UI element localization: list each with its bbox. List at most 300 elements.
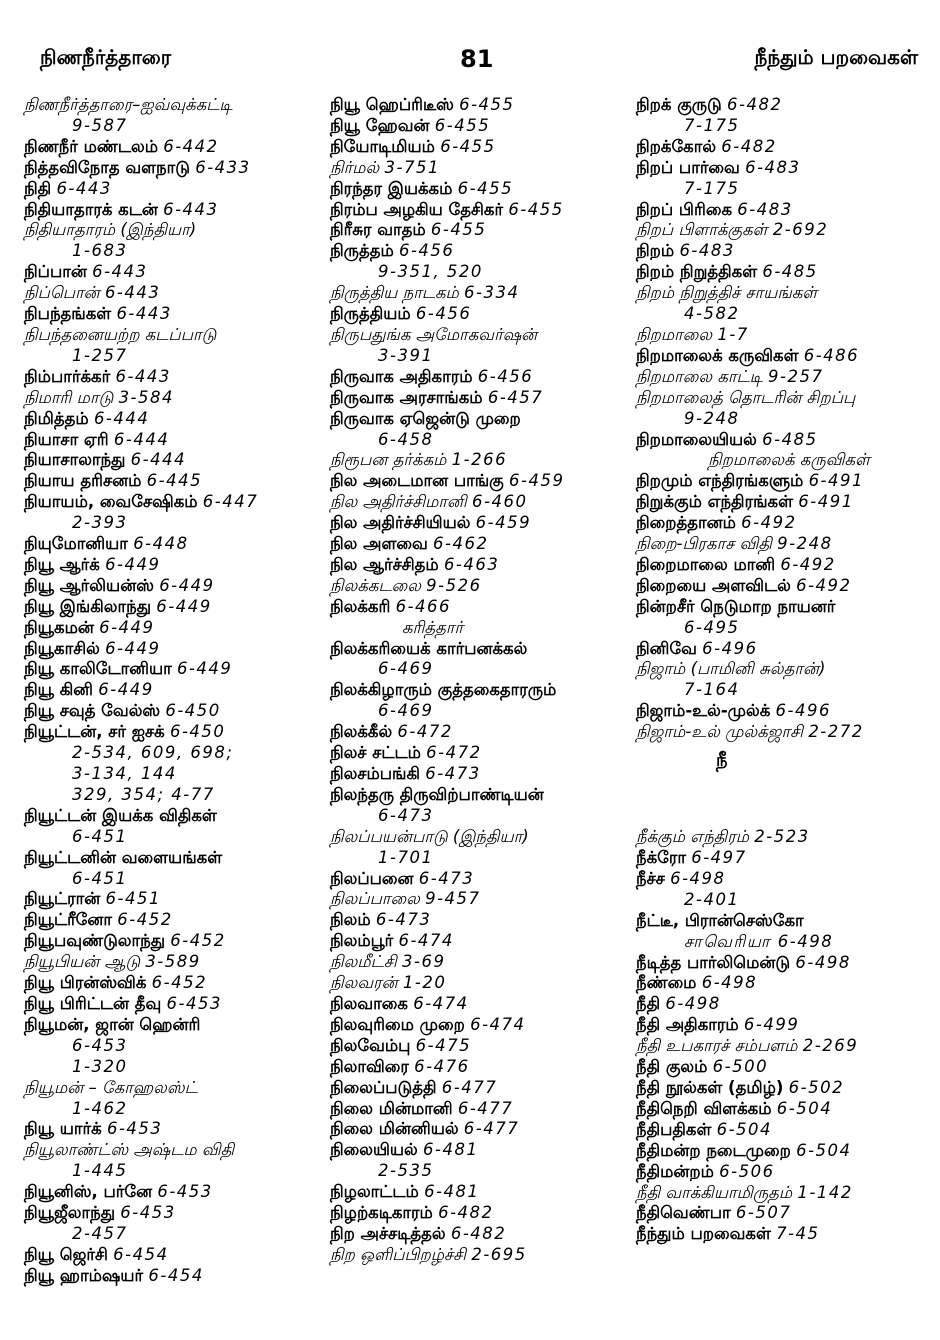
entry-term: நியாய தரிசனம் bbox=[24, 471, 142, 491]
entry-term: நிர்மல் bbox=[330, 157, 380, 177]
index-entry bbox=[330, 576, 630, 597]
entry-term: நிதியாதாரம் (இந்தியா) bbox=[24, 220, 197, 240]
entry-term: நில அடைமான பாங்கு bbox=[330, 471, 504, 491]
index-entry bbox=[636, 701, 936, 722]
index-entry bbox=[24, 555, 324, 576]
index-entry bbox=[330, 220, 630, 241]
entry-term: நிறமாலை காட்டி bbox=[636, 366, 763, 386]
entry-reference: 6-483 bbox=[679, 241, 735, 261]
index-entry bbox=[330, 534, 630, 555]
index-entry bbox=[636, 1183, 936, 1204]
index-entry bbox=[24, 1245, 324, 1266]
entry-reference: 6-499 bbox=[743, 1015, 800, 1035]
entry-term: நிலவாகை bbox=[330, 993, 408, 1013]
section-letter-heading: நீ bbox=[716, 750, 728, 772]
entry-term: நிரீசுர வாதம் bbox=[330, 220, 426, 240]
entry-reference: 6-492 bbox=[780, 554, 836, 574]
entry-reference: 6-459 bbox=[509, 471, 565, 491]
entry-reference: 6-475 bbox=[415, 1035, 472, 1055]
index-entry bbox=[330, 304, 630, 325]
index-entry bbox=[636, 953, 936, 974]
entry-reference: 6-472 bbox=[426, 743, 482, 763]
entry-reference: 3-584 bbox=[118, 387, 175, 407]
entry-reference: 6-456 bbox=[415, 304, 472, 324]
entry-continuation: 1-257 bbox=[72, 345, 128, 365]
index-entry bbox=[24, 931, 324, 952]
index-entry bbox=[330, 325, 630, 367]
index-entry bbox=[636, 95, 936, 137]
entry-reference: 6-476 bbox=[414, 1056, 470, 1076]
entry-term: நிறமாலைத் தொடரின் சிறப்பு bbox=[636, 387, 856, 407]
entry-continuation: 6-451 bbox=[72, 868, 128, 888]
index-entry bbox=[330, 869, 630, 890]
entry-reference: 6-498 bbox=[701, 973, 758, 993]
index-entry bbox=[330, 137, 630, 158]
entry-continuation: 1-445 bbox=[72, 1161, 128, 1181]
entry-term: நிருவாக அரசாங்கம் bbox=[330, 387, 483, 407]
entry-continuation: 6-469 bbox=[378, 701, 434, 721]
entry-term: நியூட்டன் இயக்க விதிகள் bbox=[24, 805, 217, 825]
index-entry bbox=[24, 889, 324, 910]
entry-term: நியூ ஹெப்ரிடீஸ் bbox=[330, 95, 454, 114]
entry-reference: 2-695 bbox=[471, 1244, 527, 1264]
entry-reference: 6-453 bbox=[166, 993, 222, 1013]
entry-reference: 6-482 bbox=[438, 1203, 494, 1223]
entry-term: நியூகமன் bbox=[24, 617, 94, 637]
entry-reference: 6-455 bbox=[508, 199, 564, 219]
entry-term: நின்றசீர் நெடுமாற நாயனர் bbox=[636, 596, 836, 616]
index-entry bbox=[24, 722, 324, 806]
entry-reference: 9-257 bbox=[768, 366, 824, 386]
entry-reference: 6-452 bbox=[151, 973, 208, 993]
entry-term: நிறம் bbox=[636, 241, 675, 261]
entry-term: நிருபதுங்க அமோகவர்ஷன் bbox=[330, 324, 538, 344]
entry-term: நீதிமன்ற நடைமுறை bbox=[636, 1140, 791, 1160]
entry-reference: 6-472 bbox=[397, 722, 453, 742]
index-entry bbox=[330, 513, 630, 534]
index-entry bbox=[330, 409, 630, 451]
entry-reference: 6-447 bbox=[202, 492, 259, 512]
entry-reference: 7-45 bbox=[776, 1224, 820, 1244]
entry-reference: 6-443 bbox=[116, 304, 172, 324]
entry-term: நிறமும் எந்திரங்களும் bbox=[636, 471, 804, 491]
index-entry bbox=[330, 722, 630, 743]
entry-term: நிலசம்பங்கி bbox=[330, 764, 421, 783]
index-entry bbox=[636, 1224, 936, 1245]
entry-term: நியூ யார்க் bbox=[24, 1119, 102, 1139]
index-entry bbox=[636, 1162, 936, 1183]
entry-term: நிறப் பிளாக்குகள் bbox=[636, 220, 768, 240]
entry-reference: 6-498 bbox=[665, 994, 721, 1014]
entry-reference: 6-500 bbox=[712, 1057, 769, 1077]
entry-term: நிலை மின்னியல் bbox=[330, 1119, 459, 1139]
entry-continuation: 2-401 bbox=[684, 889, 740, 909]
entry-term: நிலம் bbox=[330, 910, 371, 930]
index-entry bbox=[636, 262, 936, 283]
index-entry bbox=[24, 910, 324, 931]
entry-continuation: 6-451 bbox=[72, 826, 128, 846]
entry-term: நிரந்தர இயக்கம் bbox=[330, 178, 453, 198]
entry-reference: 2-269 bbox=[802, 1036, 859, 1056]
entry-continuation: 7-175 bbox=[684, 115, 740, 135]
entry-reference: 6-449 bbox=[176, 659, 233, 679]
entry-reference: 2-692 bbox=[772, 220, 829, 240]
entry-term: நீதி குலம் bbox=[636, 1057, 708, 1077]
entry-reference: 6-334 bbox=[464, 283, 520, 303]
entry-reference: 6-474 bbox=[470, 1014, 526, 1034]
index-entry bbox=[24, 701, 324, 722]
entry-term: நிற அச்சடித்தல் bbox=[330, 1223, 446, 1243]
index-entry bbox=[24, 639, 324, 660]
entry-term: நிறைத்தானம் bbox=[636, 513, 736, 533]
index-entry bbox=[24, 220, 324, 262]
index-entry bbox=[330, 1036, 630, 1057]
index-entry bbox=[330, 158, 630, 179]
entry-reference: 6-455 bbox=[430, 220, 487, 240]
entry-term: நிருத்திய நாடகம் bbox=[330, 283, 459, 303]
entry-term: நியூ ஹாம்ஷயர் bbox=[24, 1265, 144, 1285]
entry-reference: 6-444 bbox=[93, 408, 150, 428]
entry-term: நியூ பிரிட்டன் தீவு bbox=[24, 993, 162, 1013]
entry-term: நில அளவை bbox=[330, 534, 428, 554]
index-entry bbox=[24, 450, 324, 471]
entry-reference: 1-266 bbox=[451, 450, 508, 470]
entry-reference: 6-457 bbox=[487, 387, 544, 407]
entry-continuation: 2-457 bbox=[72, 1223, 128, 1243]
index-entry bbox=[330, 450, 630, 471]
index-entry bbox=[24, 367, 324, 388]
entry-term: நிருவாக அதிகாரம் bbox=[330, 366, 473, 386]
entry-reference: 9-457 bbox=[425, 889, 481, 909]
entry-term: நியூ ஹேவன் bbox=[330, 115, 430, 135]
entry-reference: 6-477 bbox=[441, 1077, 498, 1097]
index-entry bbox=[24, 806, 324, 848]
entry-term: நியூபியன் ஆடு bbox=[24, 952, 141, 972]
entry-term: நியூகாசில் bbox=[24, 638, 100, 658]
index-entry bbox=[636, 659, 936, 701]
entry-term: நியூ ஆர்லியன்ஸ் bbox=[24, 575, 154, 595]
index-entry bbox=[330, 1015, 630, 1036]
entry-continuation: 3-134, 144 bbox=[72, 764, 177, 783]
entry-term: நியூ சவுத் வேல்ஸ் bbox=[24, 701, 161, 721]
index-entry bbox=[24, 659, 324, 680]
entry-term: நியூமன், ஜான் ஹென்ரி bbox=[24, 1014, 201, 1034]
index-entry bbox=[636, 911, 936, 953]
index-entry bbox=[330, 597, 630, 639]
entry-term: நிறை-பிரகாச விதி bbox=[636, 534, 772, 554]
index-entry bbox=[24, 409, 324, 430]
entry-term: நிரம்ப அழகிய தேசிகர் bbox=[330, 199, 504, 219]
index-entry bbox=[330, 931, 630, 952]
index-entry bbox=[24, 95, 324, 137]
index-entry bbox=[636, 346, 936, 367]
entry-reference: 1-20 bbox=[402, 973, 447, 993]
index-entry bbox=[330, 1140, 630, 1182]
index-entry bbox=[24, 534, 324, 555]
index-entry bbox=[330, 367, 630, 388]
entry-term: நிறமாலைக் கருவிகள் bbox=[636, 345, 799, 365]
index-entry bbox=[636, 241, 936, 262]
entry-continuation: 6-495 bbox=[684, 617, 740, 637]
entry-continuation: 1-683 bbox=[72, 241, 128, 261]
entry-term: நியுமோனியா bbox=[24, 534, 128, 554]
entry-term: நிறமாலையியல் bbox=[636, 429, 757, 449]
index-entry bbox=[330, 910, 630, 931]
entry-term: நிலப்பயன்பாடு (இந்தியா) bbox=[330, 826, 529, 846]
entry-reference: 9-248 bbox=[777, 534, 833, 554]
entry-term: நீக்கும் எந்திரம் bbox=[636, 827, 749, 847]
index-entry bbox=[330, 785, 630, 827]
entry-reference: 6-444 bbox=[130, 450, 187, 470]
entry-reference: 6-481 bbox=[424, 1182, 480, 1202]
index-entry bbox=[330, 1057, 630, 1078]
entry-term: நீண்மை bbox=[636, 973, 697, 993]
index-entry bbox=[636, 1036, 936, 1057]
entry-reference: 6-481 bbox=[423, 1140, 479, 1160]
index-entry bbox=[636, 492, 936, 513]
entry-continuation: 9-587 bbox=[72, 115, 128, 135]
entry-reference: 6-433 bbox=[195, 157, 251, 177]
index-entry bbox=[330, 1078, 630, 1099]
index-entry bbox=[636, 367, 936, 388]
entry-reference: 6-477 bbox=[457, 1098, 514, 1118]
index-column-3 bbox=[636, 95, 936, 1245]
entry-term: நிருவாக ஏஜென்டு முறை bbox=[330, 408, 521, 428]
entry-continuation: 2-535 bbox=[378, 1161, 434, 1181]
entry-term: நிஜாம் (பாமினி சுல்தான்) bbox=[636, 659, 826, 679]
entry-reference: 6-452 bbox=[170, 931, 226, 951]
entry-reference: 6-473 bbox=[425, 764, 481, 783]
entry-reference: 6-498 bbox=[795, 952, 851, 972]
entry-reference: 6-444 bbox=[113, 429, 170, 449]
index-entry bbox=[636, 1057, 936, 1078]
entry-term: நிபந்தங்கள் bbox=[24, 304, 112, 324]
entry-term: நித்தவிநோத வளநாடு bbox=[24, 157, 190, 177]
entry-term: நிறையை அளவிடல் bbox=[636, 575, 791, 595]
entry-term: நிலக்கரியைக் கார்பனக்கல் bbox=[330, 638, 528, 658]
entry-continuation: 2-534, 609, 698; bbox=[72, 743, 234, 763]
entry-term: நீந்தும் பறவைகள் bbox=[636, 1224, 771, 1244]
index-entry bbox=[636, 430, 936, 472]
index-entry bbox=[24, 471, 324, 492]
entry-term: நிலாவிரை bbox=[330, 1056, 409, 1076]
index-entry bbox=[24, 262, 324, 283]
entry-term: நிருத்தியம் bbox=[330, 304, 411, 324]
entry-term: நிலவேம்பு bbox=[330, 1035, 411, 1055]
index-entry bbox=[636, 200, 936, 221]
entry-term: நியோடிமியம் bbox=[330, 136, 435, 156]
entry-term: நில அதிர்ச்சிமானி bbox=[330, 492, 467, 512]
entry-term: நிணநீர் மண்டலம் bbox=[24, 136, 158, 156]
entry-term: நிதி bbox=[24, 178, 52, 198]
entry-reference: 2-272 bbox=[808, 722, 864, 742]
index-entry bbox=[24, 283, 324, 304]
index-entry bbox=[330, 116, 630, 137]
entry-reference: 6-443 bbox=[56, 178, 112, 198]
index-entry bbox=[24, 1182, 324, 1203]
index-entry bbox=[24, 680, 324, 701]
index-entry bbox=[24, 325, 324, 367]
entry-term: நிலைப்படுத்தி bbox=[330, 1077, 437, 1097]
index-entry bbox=[24, 1140, 324, 1182]
entry-term: நியூட்ரீனோ bbox=[24, 910, 113, 930]
entry-term: நிறப் பிரிகை bbox=[636, 199, 733, 219]
index-entry bbox=[636, 158, 936, 200]
entry-term: நிமித்தம் bbox=[24, 408, 89, 428]
entry-term: நியூலாண்ட்ஸ் அஷ்டம விதி bbox=[24, 1140, 235, 1160]
entry-reference: 6-483 bbox=[737, 199, 793, 219]
index-entry bbox=[636, 1099, 936, 1120]
entry-term: நிலவரன் bbox=[330, 973, 398, 993]
entry-term: நிபந்தனையற்ற கடப்பாடு bbox=[24, 324, 217, 344]
index-entry bbox=[24, 618, 324, 639]
entry-term: நிலம்பூர் bbox=[330, 931, 394, 951]
running-header-right: நீந்தும் பறவைகள் bbox=[754, 45, 918, 69]
index-entry bbox=[330, 973, 630, 994]
index-entry bbox=[24, 1078, 324, 1120]
index-entry bbox=[24, 1119, 324, 1140]
index-entry bbox=[24, 137, 324, 158]
index-entry bbox=[24, 430, 324, 451]
entry-reference: 6-443 bbox=[163, 199, 219, 219]
entry-term: நியூபவுண்டுலாந்து bbox=[24, 931, 166, 951]
entry-reference: 6-454 bbox=[113, 1244, 169, 1264]
entry-term: நினிவே bbox=[636, 638, 697, 658]
index-entry bbox=[636, 137, 936, 158]
index-entry bbox=[636, 869, 936, 911]
entry-term: நிறுக்கும் எந்திரங்கள் bbox=[636, 492, 793, 512]
entry-reference: 6-456 bbox=[398, 241, 455, 261]
entry-term: நிறப் பார்வை bbox=[636, 157, 740, 177]
index-entry bbox=[330, 1182, 630, 1203]
entry-reference: 6-486 bbox=[803, 345, 860, 365]
entry-term: நீடித்த பார்லிமென்டு bbox=[636, 952, 791, 972]
entry-reference: 6-442 bbox=[163, 136, 219, 156]
index-entry bbox=[636, 994, 936, 1015]
index-entry bbox=[636, 283, 936, 325]
index-entry bbox=[24, 179, 324, 200]
entry-term: நிலமீட்சி bbox=[330, 952, 397, 972]
index-entry bbox=[330, 994, 630, 1015]
index-entry bbox=[24, 597, 324, 618]
entry-term: நிறக்கோல் bbox=[636, 136, 717, 156]
entry-term: நிழலாட்டம் bbox=[330, 1182, 419, 1202]
entry-term: நிலக்கடலை bbox=[330, 575, 421, 595]
index-entry bbox=[330, 639, 630, 681]
entry-reference: 6-449 bbox=[98, 680, 154, 700]
entry-term: நிறக் குருடு bbox=[636, 95, 722, 114]
entry-reference: 6-449 bbox=[99, 617, 155, 637]
entry-term: நீதி அதிகாரம் bbox=[636, 1015, 739, 1035]
index-entry bbox=[330, 471, 630, 492]
entry-term: நியூனிஸ், பர்னே bbox=[24, 1182, 153, 1202]
entry-term: நீச்ச bbox=[636, 868, 665, 888]
entry-reference: 6-445 bbox=[146, 471, 203, 491]
entry-reference: 6-507 bbox=[735, 1203, 792, 1223]
entry-reference: 6-453 bbox=[106, 1119, 163, 1139]
entry-term: நீதிபதிகள் bbox=[636, 1119, 712, 1139]
entry-term: நில ஆர்ச்சிதம் bbox=[330, 554, 439, 574]
entry-term: நிலப்பனை bbox=[330, 868, 414, 888]
entry-term: நிதியாதாரக் கடன் bbox=[24, 199, 158, 219]
entry-term: நிப்பொன் bbox=[24, 283, 100, 303]
entry-term: நியூ பிரன்ஸ்விக் bbox=[24, 973, 147, 993]
index-entry bbox=[330, 492, 630, 513]
entry-reference: 6-496 bbox=[775, 701, 831, 721]
entry-reference: 6-455 bbox=[440, 136, 496, 156]
index-entry bbox=[636, 1015, 936, 1036]
entry-term: நிலந்தரு திருவிற்பாண்டியன் bbox=[330, 784, 544, 804]
entry-continuation: 1-701 bbox=[378, 847, 434, 867]
entry-term: நில அதிர்ச்சியியல் bbox=[330, 513, 471, 533]
entry-term: நிலையியல் bbox=[330, 1140, 418, 1160]
entry-term: நிப்பான் bbox=[24, 262, 87, 282]
index-entry bbox=[636, 576, 936, 597]
index-entry bbox=[330, 1245, 630, 1266]
entry-continuation: 3-391 bbox=[378, 345, 434, 365]
entry-reference: 6-485 bbox=[762, 262, 818, 282]
entry-continuation: 329, 354; 4-77 bbox=[72, 784, 215, 804]
index-entry bbox=[636, 534, 936, 555]
index-entry bbox=[330, 743, 630, 764]
entry-reference: 6-506 bbox=[719, 1161, 775, 1181]
entry-reference: 6-483 bbox=[745, 157, 801, 177]
entry-term: நிறம் நிறுத்திகள் bbox=[636, 262, 758, 282]
entry-continuation: 2-393 bbox=[72, 513, 128, 533]
entry-term: நிறம் நிறுத்திச் சாயங்கள் bbox=[636, 283, 818, 303]
index-entry bbox=[24, 973, 324, 994]
index-entry bbox=[636, 848, 936, 869]
entry-reference: 6-449 bbox=[159, 575, 215, 595]
entry-reference: 6-449 bbox=[105, 554, 161, 574]
index-entry bbox=[636, 1141, 936, 1162]
index-entry bbox=[330, 200, 630, 221]
entry-term: நியூ ஜெர்சி bbox=[24, 1244, 108, 1264]
entry-term: நிலக்கீல் bbox=[330, 722, 393, 742]
entry-term: நிரூபன தர்க்கம் bbox=[330, 450, 447, 470]
entry-reference: 1-7 bbox=[717, 324, 749, 344]
entry-reference: 6-454 bbox=[148, 1265, 204, 1285]
entry-term: நியூ இங்கிலாந்து bbox=[24, 596, 151, 616]
entry-term: நிறைமாலை மானி bbox=[636, 554, 776, 574]
entry-term: நியூட்டனின் வளையங்கள் bbox=[24, 847, 223, 867]
entry-see-also: நிறமாலைக் கருவிகள் bbox=[708, 450, 870, 470]
index-entry bbox=[24, 304, 324, 325]
entry-reference: 6-455 bbox=[457, 178, 514, 198]
entry-reference: 6-449 bbox=[156, 596, 212, 616]
entry-reference: 6-485 bbox=[762, 429, 818, 449]
index-entry bbox=[636, 220, 936, 241]
index-entry bbox=[330, 827, 630, 869]
index-entry bbox=[636, 471, 936, 492]
entry-term: நிலக்கிழாரும் குத்தகைதாரரும் bbox=[330, 680, 557, 700]
entry-continuation: 6-473 bbox=[378, 805, 434, 825]
index-entry bbox=[636, 325, 936, 346]
index-column-1 bbox=[24, 95, 324, 1287]
index-entry bbox=[330, 1203, 630, 1224]
entry-continuation: 6-453 bbox=[72, 1035, 128, 1055]
entry-term: நீட்டீ, பிரான்செஸ்கோ bbox=[636, 910, 804, 930]
entry-term: நியூஜீலாந்து bbox=[24, 1203, 116, 1223]
index-column-2 bbox=[330, 95, 630, 1266]
entry-reference: 6-491 bbox=[798, 492, 854, 512]
entry-reference: 6-449 bbox=[105, 638, 161, 658]
index-entry bbox=[24, 388, 324, 409]
entry-term: நீதி உபகாரச் சம்பளம் bbox=[636, 1036, 798, 1056]
entry-term: நிணநீர்த்தாரை–ஐவ்வுக்கட்டி bbox=[24, 95, 233, 114]
index-entry bbox=[24, 952, 324, 973]
entry-continuation: 7-164 bbox=[684, 680, 740, 700]
